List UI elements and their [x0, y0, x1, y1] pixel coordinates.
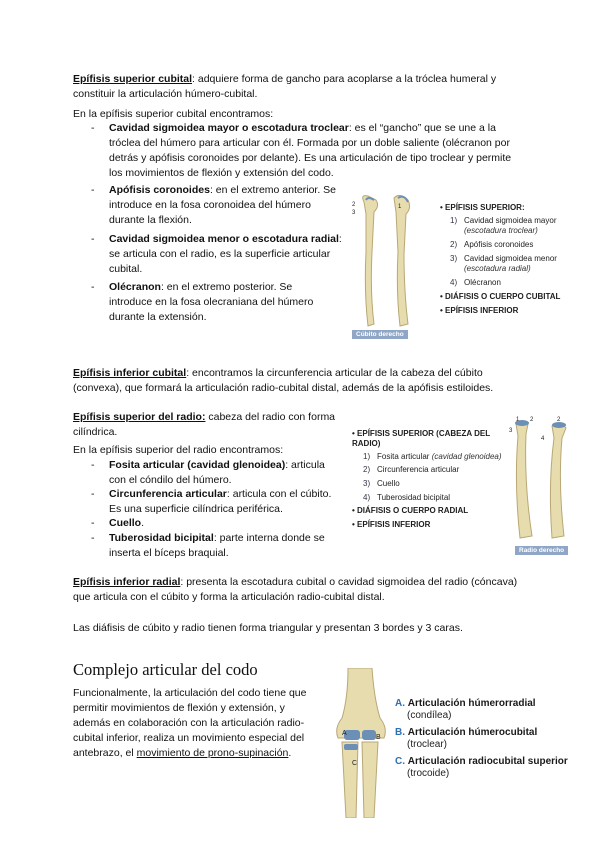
list-item: - Cavidad sigmoidea mayor o escotadura troclear: es el “gancho” que se une a la tróclea del húmero para articular con él. Formada por un doble saliente (olécranon por detrás y apófisis coronoides por delante). Es una articulación de tipo troclear y permite los movimientos de flexión y extensión del codo.: [91, 122, 512, 179]
list-item: - Olécranon: en el extremo posterior. Se introduce en la fosa olecraniana del húmero durante la extensión.: [91, 281, 314, 323]
fig1-label: • DIÁFISIS O CUERPO CUBITAL: [440, 292, 561, 301]
fig1-l2: Apófisis coronoides: [464, 240, 534, 249]
fig2-l1i: (cavidad glenoidea): [431, 452, 502, 461]
fig2-b2: DIÁFISIS O CUERPO RADIAL: [357, 506, 469, 515]
fig1-b2: DIÁFISIS O CUERPO CUBITAL: [445, 292, 561, 301]
list-item: - Circunferencia articular: articula con el cúbito. Es una superficie cilíndrica periférica.: [91, 488, 332, 515]
fig1-b3: EPÍFISIS INFERIOR: [445, 306, 519, 315]
fig1-mark: 3: [352, 210, 356, 216]
b-sub: (troclear): [407, 739, 448, 750]
item-desc: : es el “gancho” que se une a la tróclea del húmero para articular con él. Formada por un doble saliente (olécranon por detrás y apófisis coronoides por delante). Es una articulación de tipo troclear y permite los movimientos de flexión y extensión del codo.: [109, 122, 512, 179]
fig2-label: • EPÍFISIS INFERIOR: [352, 520, 431, 529]
item-desc: : en el extremo posterior. Se introduce en la fosa olecraniana del húmero durante la extensión.: [109, 281, 314, 323]
item-term: Tuberosidad bicipital: [109, 532, 214, 544]
fig1-label: [450, 240, 533, 250]
item-desc: : articula con el cóndilo del húmero.: [109, 459, 325, 486]
item-desc: : parte interna donde se inserta el bíceps braquial.: [109, 532, 325, 559]
item-desc: .: [141, 517, 145, 529]
c-sub: (trocoide): [407, 768, 450, 779]
fig2-mark: 3: [509, 428, 513, 434]
fig2-label: [363, 493, 450, 503]
fig1-l1: Cavidad sigmoidea mayor: [464, 216, 557, 225]
fig1-label: • EPÍFISIS SUPERIOR:: [440, 203, 525, 212]
sec3-intro: En la epífisis superior del radio encontramos:: [73, 444, 284, 456]
a-title: Articulación húmerorradial: [407, 698, 536, 709]
fig3-label-a: [395, 698, 536, 722]
fig1-label: • EPÍFISIS INFERIOR: [440, 306, 519, 315]
fig1-l4: Olécranon: [464, 278, 501, 287]
fig2-mark: 2: [530, 417, 534, 423]
fig1-l1i: (escotadura troclear): [464, 226, 538, 235]
fig1-num: 1): [450, 216, 458, 225]
prono-supinacion-link: movimiento de prono-supinación: [136, 747, 289, 759]
item-term: Apófisis coronoides: [109, 184, 210, 196]
item-term: Cuello: [109, 517, 142, 529]
fig2-mark: 4: [541, 436, 545, 442]
elbow-illustration: [330, 668, 392, 818]
sec1-title: Epífisis superior cubital: [73, 73, 193, 85]
fig1-l3i: (escotadura radial): [464, 264, 531, 273]
fig1-num: 3): [450, 254, 458, 263]
fig2-num: 4): [363, 493, 371, 502]
fig2-b3: EPÍFISIS INFERIOR: [357, 520, 431, 529]
fig1-l3: Cavidad sigmoidea menor: [464, 254, 557, 263]
fig3-mark: A: [342, 730, 347, 737]
ulna-illustration: [350, 192, 430, 332]
fig1-num: 2): [450, 240, 458, 249]
sec1-text: : adquiere forma de gancho para acoplarse a la tróclea humeral y constituir la articulación húmero-cubital.: [73, 73, 497, 100]
item-term: Circunferencia articular: [109, 488, 227, 500]
sec2-text: : encontramos la circunferencia articular de la cabeza del cúbito (convexa), que formará la articulación radio-cubital distal, además de la apófisis estiloides.: [73, 367, 494, 394]
fig2-label: [363, 452, 502, 462]
b-title: Articulación húmerocubital: [407, 727, 538, 738]
sec4-paragraph: [73, 575, 533, 605]
fig2-num: 2): [363, 465, 371, 474]
list-item: - Fosita articular (cavidad glenoidea): articula con el cóndilo del húmero.: [91, 459, 325, 486]
fig1-label: [450, 216, 557, 236]
sec3-text: cabeza del radio con forma cilíndrica.: [73, 411, 336, 438]
item-desc: : se articula con el radio, es la superficie articular cubital.: [109, 233, 342, 275]
fig2-l2: Circunferencia articular: [377, 465, 460, 474]
fig2-mark: 1: [516, 417, 520, 423]
fig2-label: [363, 465, 459, 475]
fig1-label: [450, 278, 501, 288]
fig3-label-b: [395, 727, 537, 751]
sec2-paragraph: [73, 366, 533, 396]
fig2-label: • DIÁFISIS O CUERPO RADIAL: [352, 506, 469, 515]
sec6-paragraph: [73, 686, 323, 761]
list-item: - Apófisis coronoides: en el extremo anterior. Se introduce en la fosa coronoidea del húmero durante la flexión.: [91, 184, 337, 226]
fig3-mark: C: [352, 760, 358, 767]
fig2-mark: 2: [557, 417, 561, 423]
fig2-num: 1): [363, 452, 371, 461]
list-item: - Cuello.: [91, 517, 145, 529]
sec2-title: Epífisis inferior cubital: [73, 367, 187, 379]
sec1-paragraph: [73, 72, 533, 102]
sec3-title: Epífisis superior del radio:: [73, 411, 206, 423]
sec4-text: : presenta la escotadura cubital o cavidad sigmoidea del radio (cóncava) que articula con el cúbito y forma la articulación radio-cubital distal.: [73, 576, 518, 603]
item-term: Fosita articular (cavidad glenoidea): [109, 459, 286, 471]
fig1-mark: 2: [352, 202, 356, 208]
sec4-title: Epífisis inferior radial: [73, 576, 181, 588]
key-c: C.: [395, 756, 405, 767]
fig1-mark: 1: [398, 204, 402, 210]
item-desc: : articula con el cúbito. Es una superficie cilíndrica periférica.: [109, 488, 332, 515]
fig2-label: • EPÍFISIS SUPERIOR (CABEZA DEL RADIO): [352, 429, 490, 448]
sec5-paragraph: Las diáfisis de cúbito y radio tienen forma triangular y presentan 3 bordes y 3 caras.: [73, 622, 463, 634]
a-sub: (condílea): [407, 710, 452, 721]
sec6-end: .: [288, 747, 292, 759]
list-item: - Tuberosidad bicipital: parte interna donde se inserta el bíceps braquial.: [91, 532, 325, 559]
sec1-intro: En la epífisis superior cubital encontramos:: [73, 108, 274, 120]
fig3-mark: B: [376, 734, 381, 741]
fig1-label: [450, 254, 557, 274]
fig1-caption: Cúbito derecho: [352, 330, 408, 339]
c-title: Articulación radiocubital superior: [407, 756, 568, 767]
fig2-caption: Radio derecho: [515, 546, 568, 555]
key-b: B.: [395, 727, 405, 738]
fig2-l4: Tuberosidad bicipital: [377, 493, 451, 502]
fig2-b1: EPÍFISIS SUPERIOR (CABEZA DEL RADIO): [352, 429, 490, 448]
item-term: Cavidad sigmoidea mayor o escotadura troclear: [109, 122, 349, 134]
fig1-num: 4): [450, 278, 458, 287]
fig2-l1: Fosita articular: [377, 452, 430, 461]
key-a: A.: [395, 698, 405, 709]
section-heading: Complejo articular del codo: [73, 660, 258, 679]
fig1-b1: EPÍFISIS SUPERIOR:: [445, 203, 525, 212]
item-term: Cavidad sigmoidea menor o escotadura radial: [109, 233, 339, 245]
fig2-l3: Cuello: [377, 479, 400, 488]
sec6-text: Funcionalmente, la articulación del codo tiene que permitir movimientos de flexión y extensión, y además en colaboración con la articulación radio-cubital inferior, realiza un movimiento especial del antebrazo, el: [73, 687, 307, 759]
fig2-num: 3): [363, 479, 371, 488]
list-item: - Cavidad sigmoidea menor o escotadura radial: se articula con el radio, es la superficie articular cubital.: [91, 233, 342, 275]
sec3-paragraph: [73, 410, 343, 440]
item-desc: : en el extremo anterior. Se introduce en la fosa coronoidea del húmero durante la flexión.: [109, 184, 337, 226]
fig2-label: [363, 479, 400, 489]
fig3-label-c: [395, 756, 568, 780]
item-term: Olécranon: [109, 281, 161, 293]
radius-illustration: [508, 414, 578, 546]
